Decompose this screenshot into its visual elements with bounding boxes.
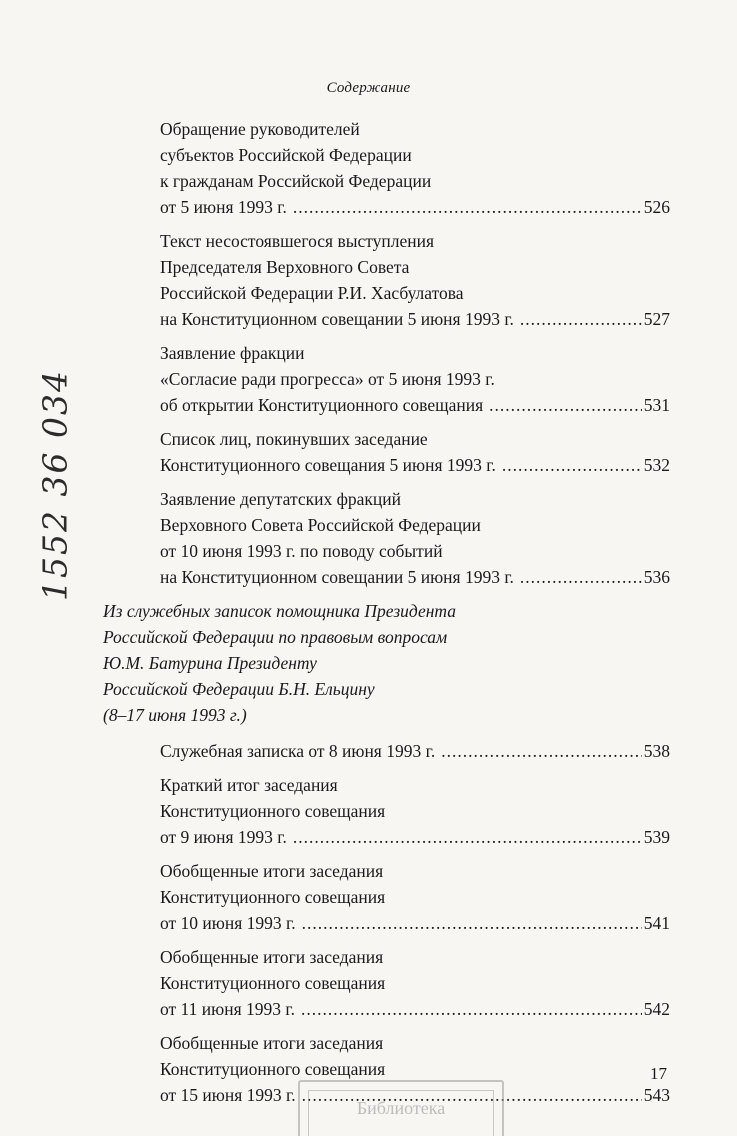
toc-entry bbox=[160, 116, 670, 220]
section-heading-line: Российской Федерации по правовым вопросам bbox=[103, 627, 448, 647]
toc-page-number: 543 bbox=[643, 1085, 670, 1105]
toc-page-number: 538 bbox=[643, 741, 670, 761]
toc-entry-text: на Конституционном совещании 5 июня 1993 г. bbox=[160, 567, 514, 587]
page-number: 17 bbox=[650, 1064, 667, 1083]
stamp-text: Библиотека bbox=[308, 1090, 494, 1136]
handwritten-inventory-number bbox=[20, 355, 90, 615]
toc-entry-line: Верховного Совета Российской Федерации bbox=[160, 515, 481, 535]
toc-entry-text: от 9 июня 1993 г. bbox=[160, 827, 287, 847]
toc-entry-last-line bbox=[160, 564, 670, 590]
toc-entry-last-line bbox=[160, 996, 670, 1022]
toc-entry-line: Конституционного совещания bbox=[160, 1059, 386, 1079]
toc-entry-line: субъектов Российской Федерации bbox=[160, 145, 412, 165]
toc-entry-last-line bbox=[160, 452, 670, 478]
section-heading-line: Ю.М. Батурина Президенту bbox=[103, 653, 317, 673]
toc-entry-text: от 11 июня 1993 г. bbox=[160, 999, 295, 1019]
dot-leader bbox=[441, 738, 642, 764]
toc-page-number: 542 bbox=[643, 999, 670, 1019]
toc-page-number: 539 bbox=[643, 827, 670, 847]
toc-entry-line: Российской Федерации Р.И. Хасбулатова bbox=[160, 283, 464, 303]
toc-page-number: 526 bbox=[643, 197, 670, 217]
toc-entry bbox=[160, 944, 670, 1022]
dot-leader bbox=[301, 996, 642, 1022]
dot-leader bbox=[302, 910, 642, 936]
toc-entry-line: «Согласие ради прогресса» от 5 июня 1993 г. bbox=[160, 369, 495, 389]
section-heading bbox=[103, 598, 737, 728]
toc-entry-text: Конституционного совещания 5 июня 1993 г. bbox=[160, 455, 496, 475]
toc-entry-line: Обобщенные итоги заседания bbox=[160, 861, 384, 881]
dot-leader bbox=[502, 452, 642, 478]
toc-entry bbox=[160, 340, 670, 418]
toc-entry-line: Обращение руководителей bbox=[160, 119, 360, 139]
toc-page-number: 531 bbox=[643, 395, 670, 415]
toc-entry-line: Председателя Верховного Совета bbox=[160, 257, 410, 277]
dot-leader bbox=[520, 306, 642, 332]
toc-entry bbox=[160, 772, 670, 850]
toc-entry-line: от 10 июня 1993 г. по поводу событий bbox=[160, 541, 443, 561]
toc-entry-text: от 5 июня 1993 г. bbox=[160, 197, 287, 217]
toc-entry bbox=[160, 426, 670, 478]
toc-entry-line: Конституционного совещания bbox=[160, 887, 386, 907]
toc-entry-line: Конституционного совещания bbox=[160, 801, 386, 821]
dot-leader bbox=[293, 194, 642, 220]
toc-entry-last-line bbox=[160, 738, 670, 764]
toc-entry-text: от 10 июня 1993 г. bbox=[160, 913, 296, 933]
toc-entry-last-line bbox=[160, 910, 670, 936]
toc-page-number: 536 bbox=[643, 567, 670, 587]
toc-entry-line: Обобщенные итоги заседания bbox=[160, 1033, 384, 1053]
toc-entry bbox=[160, 738, 670, 764]
table-of-contents bbox=[0, 116, 737, 1116]
toc-group-1 bbox=[0, 116, 737, 590]
toc-entry-last-line bbox=[160, 306, 670, 332]
toc-entry bbox=[160, 858, 670, 936]
running-head: Содержание bbox=[326, 80, 411, 96]
toc-entry-text: об открытии Конституционного совещания bbox=[160, 395, 484, 415]
toc-entry-line: Краткий итог заседания bbox=[160, 775, 338, 795]
section-heading-line: Из служебных записок помощника Президента bbox=[103, 601, 457, 621]
toc-entry-last-line bbox=[160, 194, 670, 220]
toc-entry-line: Текст несостоявшегося выступления bbox=[160, 231, 435, 251]
dot-leader bbox=[489, 392, 642, 418]
inventory-number-text: 1552 36 034 bbox=[35, 369, 75, 601]
toc-entry-text: от 15 июня 1993 г. bbox=[160, 1085, 296, 1105]
section-heading-line: Российской Федерации Б.Н. Ельцину bbox=[103, 679, 375, 699]
dot-leader bbox=[520, 564, 642, 590]
toc-entry-line: Заявление фракции bbox=[160, 343, 305, 363]
toc-entry-line: Список лиц, покинувших заседание bbox=[160, 429, 428, 449]
library-stamp bbox=[298, 1080, 504, 1136]
toc-entry-text: Служебная записка от 8 июня 1993 г. bbox=[160, 741, 436, 761]
toc-entry-line: Обобщенные итоги заседания bbox=[160, 947, 384, 967]
toc-group-2 bbox=[0, 738, 737, 1108]
toc-page-number: 541 bbox=[643, 913, 670, 933]
section-heading-line: (8–17 июня 1993 г.) bbox=[103, 705, 247, 725]
toc-page-number: 527 bbox=[643, 309, 670, 329]
toc-entry-line: к гражданам Российской Федерации bbox=[160, 171, 432, 191]
toc-entry-last-line bbox=[160, 824, 670, 850]
toc-entry bbox=[160, 486, 670, 590]
toc-entry-line: Заявление депутатских фракций bbox=[160, 489, 402, 509]
toc-entry-text: на Конституционном совещании 5 июня 1993 г. bbox=[160, 309, 514, 329]
toc-entry-last-line bbox=[160, 392, 670, 418]
toc-entry bbox=[160, 228, 670, 332]
dot-leader bbox=[293, 824, 642, 850]
toc-entry-line: Конституционного совещания bbox=[160, 973, 386, 993]
toc-page-number: 532 bbox=[643, 455, 670, 475]
